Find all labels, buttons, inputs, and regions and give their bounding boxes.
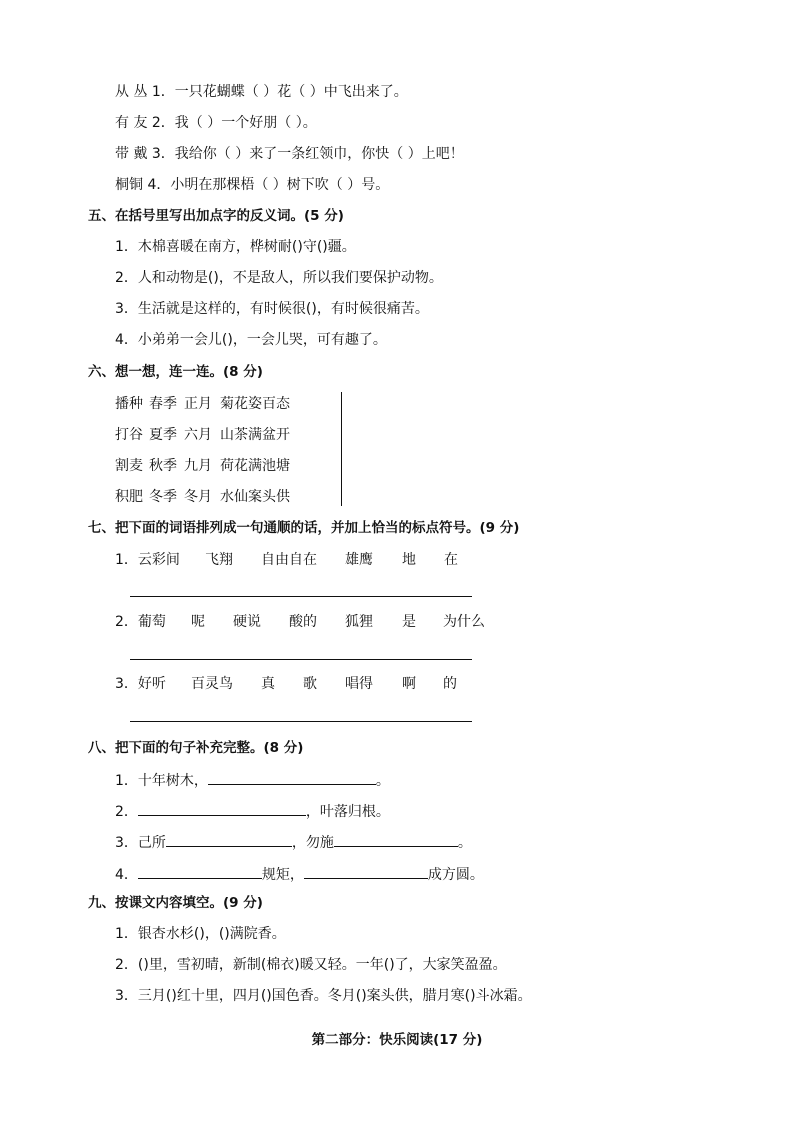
matching-divider-line: [341, 392, 342, 506]
sec8-text: ，叶落归根。: [305, 804, 390, 820]
sec6-cell: 播种: [115, 396, 143, 412]
sec7-word: 硬说: [233, 614, 261, 630]
sec8-text: 。: [457, 835, 472, 851]
sec8-text: 。: [375, 773, 390, 789]
sec5-item-1: 1．木棉喜暖在南方，桦树耐()守()疆。: [115, 239, 356, 255]
sec8-text: 规矩，: [261, 867, 304, 883]
sec6-cell: 打谷: [115, 427, 143, 443]
sec7-word: 在: [444, 552, 458, 568]
sec6-cell: 水仙案头供: [220, 489, 290, 505]
sec4-line-1: 从 丛 1．一只花蝴蝶（ ）花（ ）中飞出来了。: [115, 84, 408, 100]
sec5-item-3: 3．生活就是这样的，有时候很()，有时候很痛苦。: [115, 301, 429, 317]
sec6-cell: 冬季: [149, 489, 177, 505]
sec8-heading: 八、把下面的句子补充完整。(8 分): [88, 740, 304, 756]
fill-blank[interactable]: [166, 831, 292, 847]
sec7-answer-line-1[interactable]: [130, 596, 472, 597]
sec5-item-4: 4．小弟弟一会儿()，一会儿哭，可有趣了。: [115, 332, 387, 348]
sec6-cell: 秋季: [149, 458, 177, 474]
sec7-word: 是: [402, 614, 416, 630]
sec6-cell: 六月: [184, 427, 212, 443]
sec8-text: ，勿施: [291, 835, 334, 851]
sec7-word: 的: [443, 676, 457, 692]
sec6-heading: 六、想一想，连一连。(8 分): [88, 364, 263, 380]
sec8-item-4: [115, 863, 484, 884]
sec4-line-3: 带 戴 3．我给你（ ）来了一条红领巾，你快（ ）上吧！: [115, 146, 464, 162]
sec6-cell: 冬月: [184, 489, 212, 505]
sec7-word: 3．好听: [115, 676, 166, 692]
sec8-text: 4．: [115, 867, 138, 883]
fill-blank[interactable]: [334, 831, 458, 847]
sec4-line-2: 有 友 2．我（ ）一个好朋（ ）。: [115, 115, 317, 131]
sec7-word: 真: [261, 676, 275, 692]
sec8-item-3: [115, 831, 472, 852]
sec7-answer-line-3[interactable]: [130, 721, 472, 722]
sec4-line-4: 桐铜 4．小明在那棵梧（ ）树下吹（ ）号。: [115, 177, 390, 193]
sec8-text: 2．: [115, 804, 138, 820]
sec9-item-2: 2．()里，雪初晴，新制(棉衣)暖又轻。一年()了，大家笑盈盈。: [115, 957, 507, 973]
fill-blank[interactable]: [208, 769, 376, 785]
sec9-item-1: 1．银杏水杉()，()满院香。: [115, 926, 286, 942]
sec6-cell: 夏季: [149, 427, 177, 443]
sec7-heading: 七、把下面的词语排列成一句通顺的话，并加上恰当的标点符号。(9 分): [88, 520, 520, 536]
sec7-word: 自由自在: [261, 552, 317, 568]
sec6-cell: 菊花姿百态: [220, 396, 290, 412]
sec7-word: 啊: [402, 676, 416, 692]
fill-blank[interactable]: [138, 863, 262, 879]
sec7-word: 酸的: [289, 614, 317, 630]
sec6-cell: 积肥: [115, 489, 143, 505]
sec6-cell: 割麦: [115, 458, 143, 474]
sec6-cell: 荷花满池塘: [220, 458, 290, 474]
fill-blank[interactable]: [138, 800, 306, 816]
sec8-text: 成方圆。: [427, 867, 484, 883]
sec7-word: 歌: [303, 676, 317, 692]
sec9-item-3: 3．三月()红十里，四月()国色香。冬月()案头供，腊月寒()斗冰霜。: [115, 988, 532, 1004]
sec5-item-2: 2．人和动物是()，不是敌人，所以我们要保护动物。: [115, 270, 443, 286]
sec8-text: 3．己所: [115, 835, 166, 851]
sec8-item-1: [115, 769, 390, 790]
sec7-word: 呢: [191, 614, 205, 630]
sec7-word: 为什么: [443, 614, 485, 630]
sec7-word: 雄鹰: [345, 552, 373, 568]
sec7-word: 飞翔: [205, 552, 233, 568]
sec7-answer-line-2[interactable]: [130, 659, 472, 660]
sec6-cell: 山茶满盆开: [220, 427, 290, 443]
sec7-word: 百灵鸟: [191, 676, 233, 692]
sec5-heading: 五、在括号里写出加点字的反义词。(5 分): [88, 208, 344, 224]
sec6-cell: 九月: [184, 458, 212, 474]
sec7-word: 唱得: [345, 676, 373, 692]
sec9-heading: 九、按课文内容填空。(9 分): [88, 895, 263, 911]
sec6-cell: 春季: [149, 396, 177, 412]
sec7-word: 1．云彩间: [115, 552, 180, 568]
fill-blank[interactable]: [304, 863, 428, 879]
sec8-item-2: [115, 800, 390, 821]
sec7-word: 狐狸: [345, 614, 373, 630]
sec7-word: 地: [402, 552, 416, 568]
sec8-text: 1．十年树木，: [115, 773, 208, 789]
sec6-cell: 正月: [184, 396, 212, 412]
sec7-word: 2．葡萄: [115, 614, 166, 630]
part-two-heading: 第二部分：快乐阅读(17 分): [311, 1032, 483, 1048]
